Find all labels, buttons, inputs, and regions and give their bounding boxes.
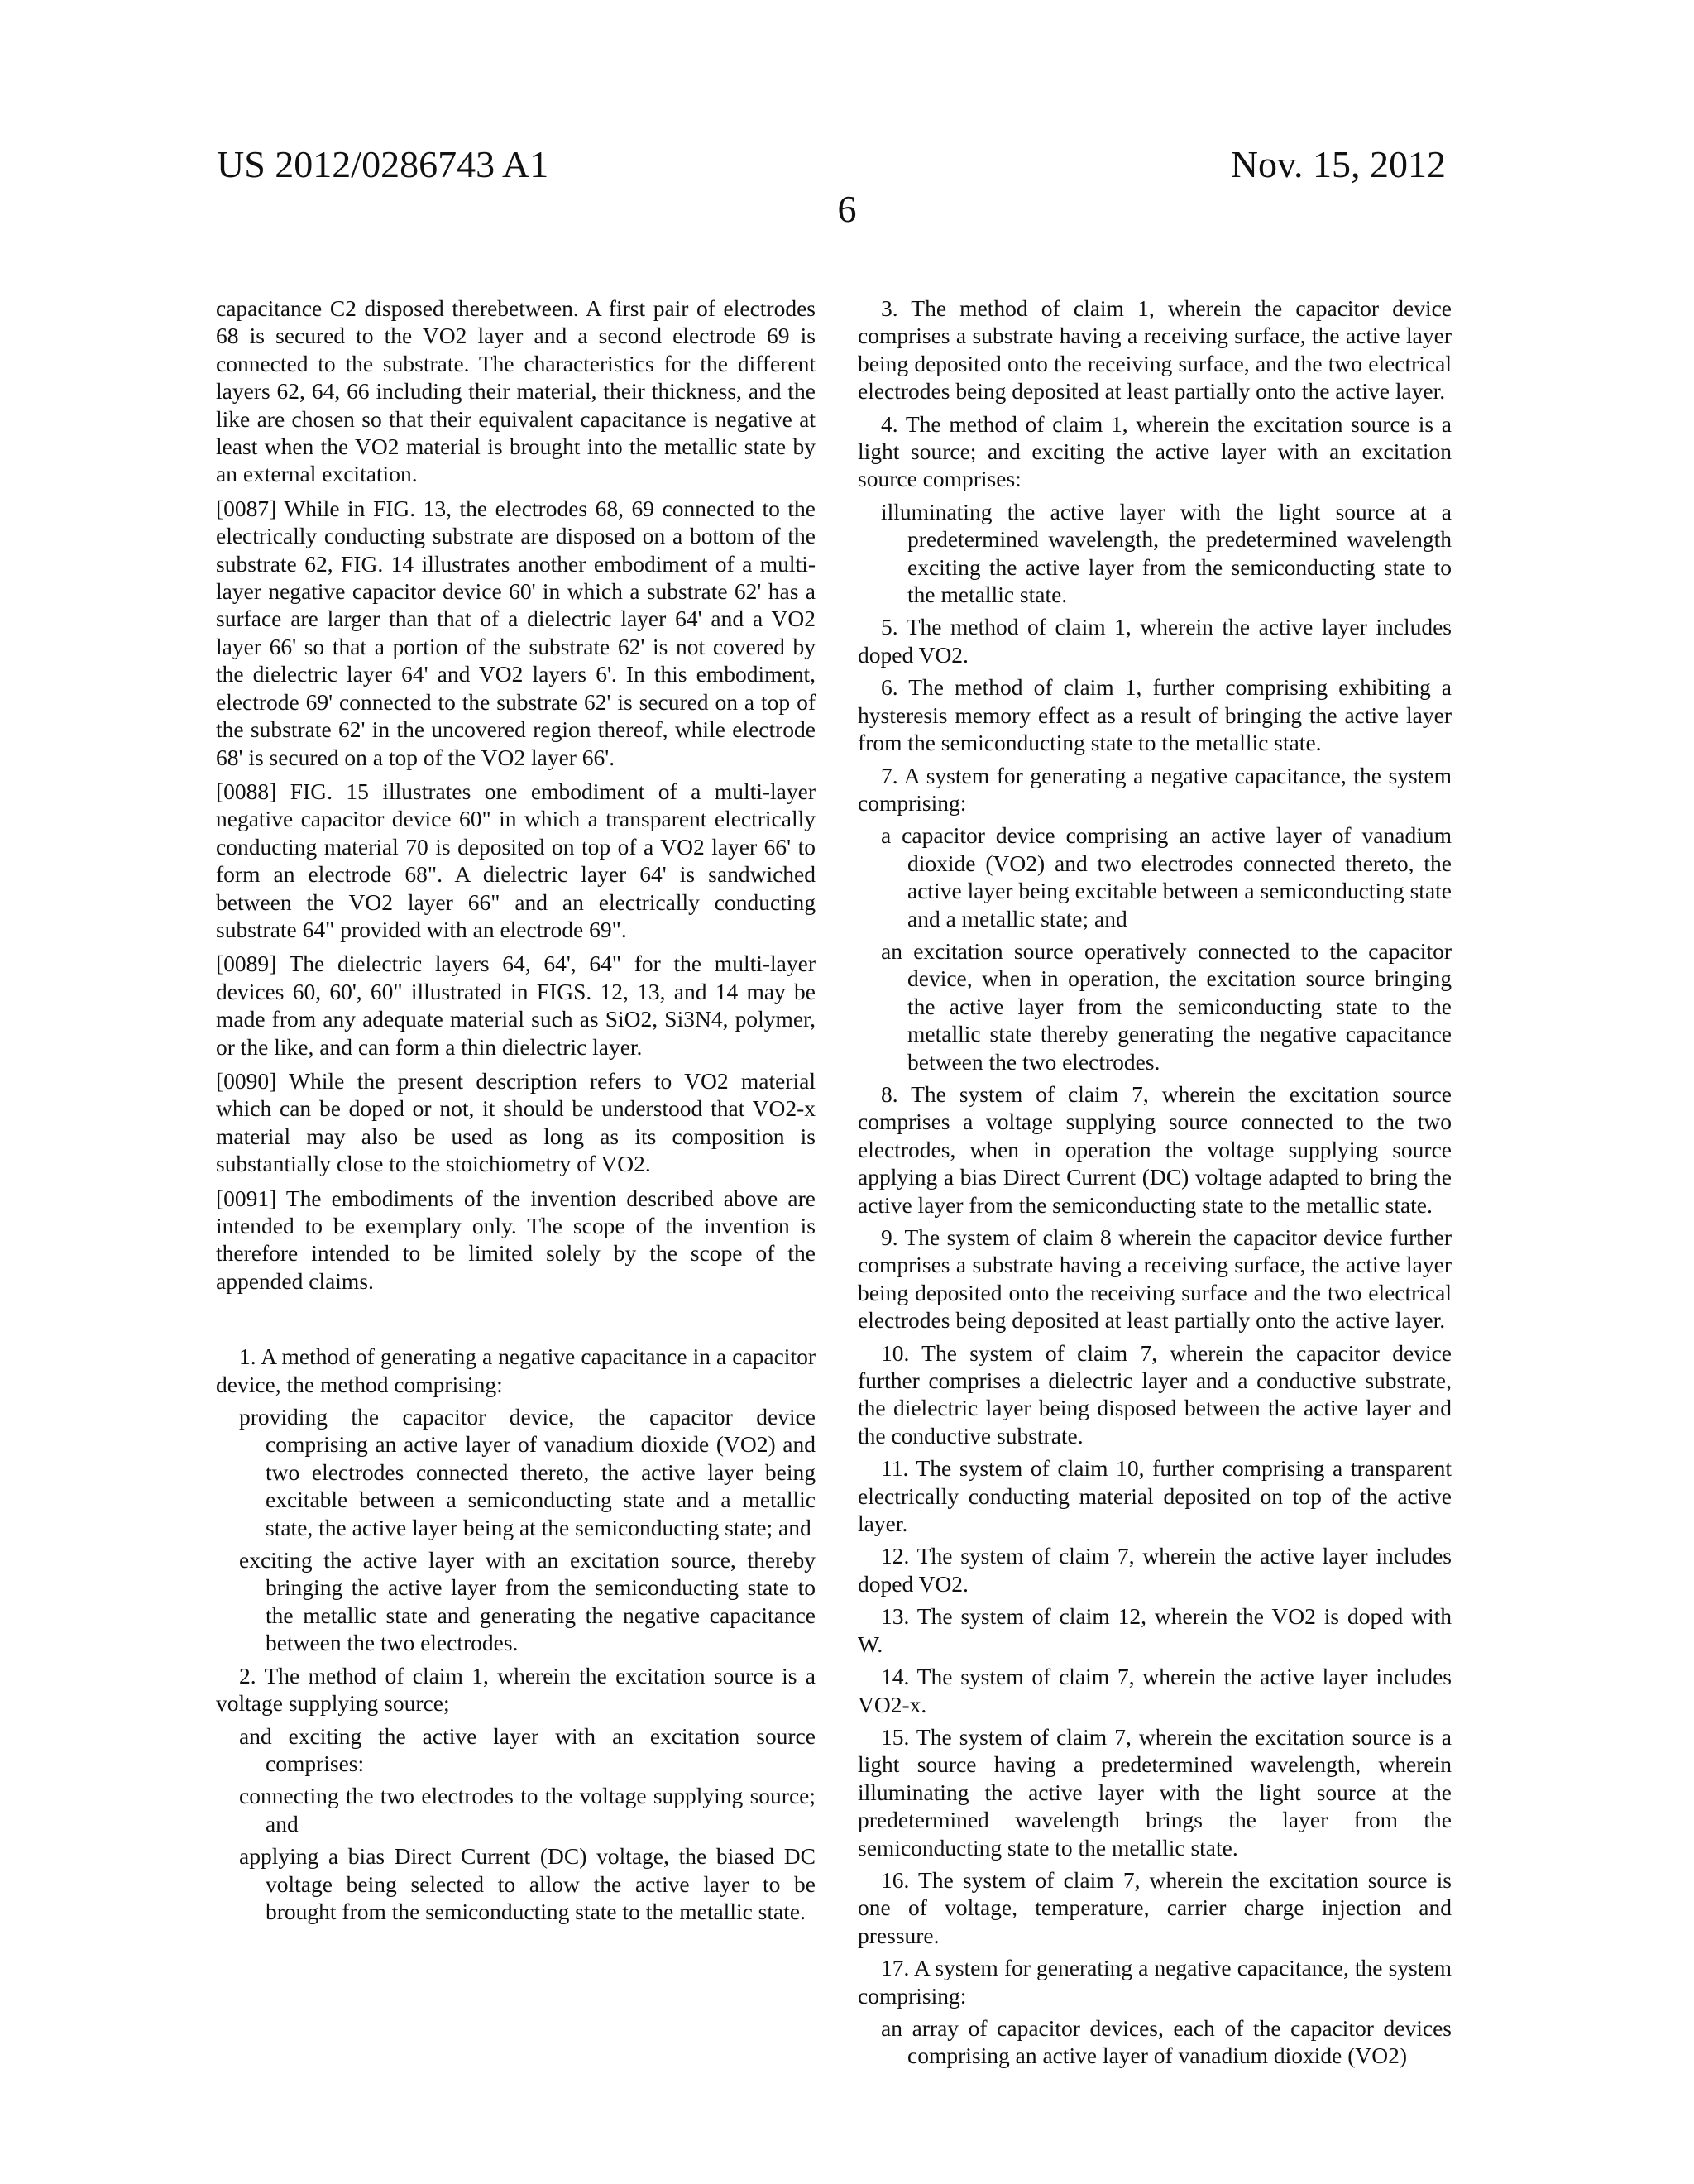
claim-14: 14. The system of claim 7, wherein the active layer includes VO2-x. bbox=[858, 1664, 1452, 1717]
paragraph-0091: [0091] The embodiments of the invention described above are intended to be exemplary only. The scope of the invention is therefore intended to be limited solely by the scope of the appended claims. bbox=[216, 1185, 816, 1294]
claim-15: 15. The system of claim 7, wherein the excitation source is a light source having a predetermined wavelength, wherein illuminating the active layer with the light source at the predetermined wavelength brings the layer from the semiconducting state to the metallic state. bbox=[858, 1723, 1452, 1861]
claim-10: 10. The system of claim 7, wherein the capacitor device further comprises a dielectric layer and a conductive substrate, the dielectric layer being disposed between the active layer and the conductive substrate. bbox=[858, 1339, 1452, 1449]
paragraph-0090: [0090] While the present description refers to VO2 material which can be doped or not, it should be understood that VO2-x material may also be used as long as its composition is substantially close to the stoichiometry of VO2. bbox=[216, 1067, 816, 1177]
claim-2-step-a: and exciting the active layer with an excitation source comprises: bbox=[239, 1722, 816, 1776]
claim-2-step-b: connecting the two electrodes to the voltage supplying source; and bbox=[239, 1783, 816, 1837]
right-column bbox=[858, 295, 1452, 2070]
paragraph-0087: [0087] While in FIG. 13, the electrodes 68, 69 connected to the electrically conducting substrate are disposed on a bottom of the substrate 62, FIG. 14 illustrates another embodiment of a multi-layer negative capacitor device 60' in which a substrate 62' has a surface are larger than that of a dielectric layer 64' and a VO2 layer 66' so that a portion of the substrate 62' is not covered by the dielectric layer 64' and VO2 layers 6'. In this embodiment, electrode 69' connected to the substrate 62' is secured on a top of the substrate 62' in the uncovered region thereof, while electrode 68' is secured on a top of the VO2 layer 66'. bbox=[216, 495, 816, 770]
claim-11: 11. The system of claim 10, further comprising a transparent electrically conducting material deposited on top of the active layer. bbox=[858, 1455, 1452, 1537]
claim-7-element-a: a capacitor device comprising an active layer of vanadium dioxide (VO2) and two electrodes connected thereto, the active layer being excitable between a semiconducting state and a metallic state; and bbox=[881, 822, 1452, 932]
claim-2: 2. The method of claim 1, wherein the excitation source is a voltage supplying source; bbox=[216, 1662, 816, 1717]
claim-4-step-a: illuminating the active layer with the light source at a predetermined wavelength, the predetermined wavelength exciting the active layer from the semiconducting state to the metallic state. bbox=[881, 498, 1452, 608]
publication-number: US 2012/0286743 A1 bbox=[217, 143, 549, 185]
claim-17: 17. A system for generating a negative capacitance, the system comprising: bbox=[858, 1955, 1452, 2009]
claim-16: 16. The system of claim 7, wherein the excitation source is one of voltage, temperature, carrier charge injection and pressure. bbox=[858, 1866, 1452, 1948]
claim-12: 12. The system of claim 7, wherein the active layer includes doped VO2. bbox=[858, 1543, 1452, 1597]
claim-1-step-a: providing the capacitor device, the capacitor device comprising an active layer of vanadium dioxide (VO2) and two electrodes connected thereto, the active layer being excitable between a semiconducting state and a metallic state, the active layer being at the semiconducting state; and bbox=[239, 1404, 816, 1540]
claim-1: 1. A method of generating a negative capacitance in a capacitor device, the method comprising: bbox=[216, 1343, 816, 1397]
claims-gap bbox=[216, 1295, 816, 1338]
claim-1-step-b: exciting the active layer with an excitation source, thereby bringing the active layer from the semiconducting state to the metallic state and generating the negative capacitance between the two electrodes. bbox=[239, 1547, 816, 1656]
paragraph-0089: [0089] The dielectric layers 64, 64', 64" for the multi-layer devices 60, 60', 60" illustrated in FIGS. 12, 13, and 14 may be made from any adequate material such as SiO2, Si3N4, polymer, or the like, and can form a thin dielectric layer. bbox=[216, 951, 816, 1060]
claim-6: 6. The method of claim 1, further comprising exhibiting a hysteresis memory effect as a result of bringing the active layer from the semiconducting state to the metallic state. bbox=[858, 674, 1452, 756]
claim-5: 5. The method of claim 1, wherein the active layer includes doped VO2. bbox=[858, 614, 1452, 668]
paragraph-0088: [0088] FIG. 15 illustrates one embodiment of a multi-layer negative capacitor device 60" in which a transparent electrically conducting material 70 is deposited on top of a VO2 layer 66' to form an electrode 68". A dielectric layer 64' is sandwiched between the VO2 layer 66" and an electrically conducting substrate 64" provided with an electrode 69". bbox=[216, 778, 816, 942]
publication-date: Nov. 15, 2012 bbox=[1230, 143, 1446, 185]
claim-4: 4. The method of claim 1, wherein the excitation source is a light source; and exciting the active layer with an excitation source comprises: bbox=[858, 410, 1452, 492]
description-continuation: capacitance C2 disposed therebetween. A first pair of electrodes 68 is secured to the VO2 layer and a second electrode 69 is connected to the substrate. The characteristics for the different layers 62, 64, 66 including their material, their thickness, and the like are chosen so that their equivalent capacitance is negative at least when the VO2 material is brought into the metallic state by an external excitation. bbox=[216, 295, 816, 487]
claim-9: 9. The system of claim 8 wherein the capacitor device further comprises a substrate having a receiving surface, the active layer being deposited onto the receiving surface and the two electrical electrodes being deposited at least partially onto the active layer. bbox=[858, 1224, 1452, 1334]
claim-8: 8. The system of claim 7, wherein the excitation source comprises a voltage supplying source connected to the two electrodes, when in operation the voltage supplying source applying a bias Direct Current (DC) voltage adapted to bring the active layer from the semiconducting state to the metallic state. bbox=[858, 1080, 1452, 1218]
claim-2-step-c: applying a bias Direct Current (DC) voltage, the biased DC voltage being selected to allow the active layer to be brought from the semiconducting state to the metallic state. bbox=[239, 1843, 816, 1924]
claim-7: 7. A system for generating a negative capacitance, the system comprising: bbox=[858, 762, 1452, 816]
claim-17-element-a: an array of capacitor devices, each of the capacitor devices comprising an active layer of vanadium dioxide (VO2) bbox=[881, 2014, 1452, 2069]
page-number: 6 bbox=[837, 188, 857, 230]
claim-3: 3. The method of claim 1, wherein the capacitor device comprises a substrate having a receiving surface, the active layer being deposited onto the receiving surface, and the two electrical electrodes being deposited at least partially onto the active layer. bbox=[858, 295, 1452, 405]
claim-7-element-b: an excitation source operatively connected to the capacitor device, when in operation, the excitation source bringing the active layer from the semiconducting state to the metallic state thereby generating the negative capacitance between the two electrodes. bbox=[881, 937, 1452, 1075]
left-column bbox=[216, 295, 816, 1925]
claim-13: 13. The system of claim 12, wherein the VO2 is doped with W. bbox=[858, 1603, 1452, 1657]
